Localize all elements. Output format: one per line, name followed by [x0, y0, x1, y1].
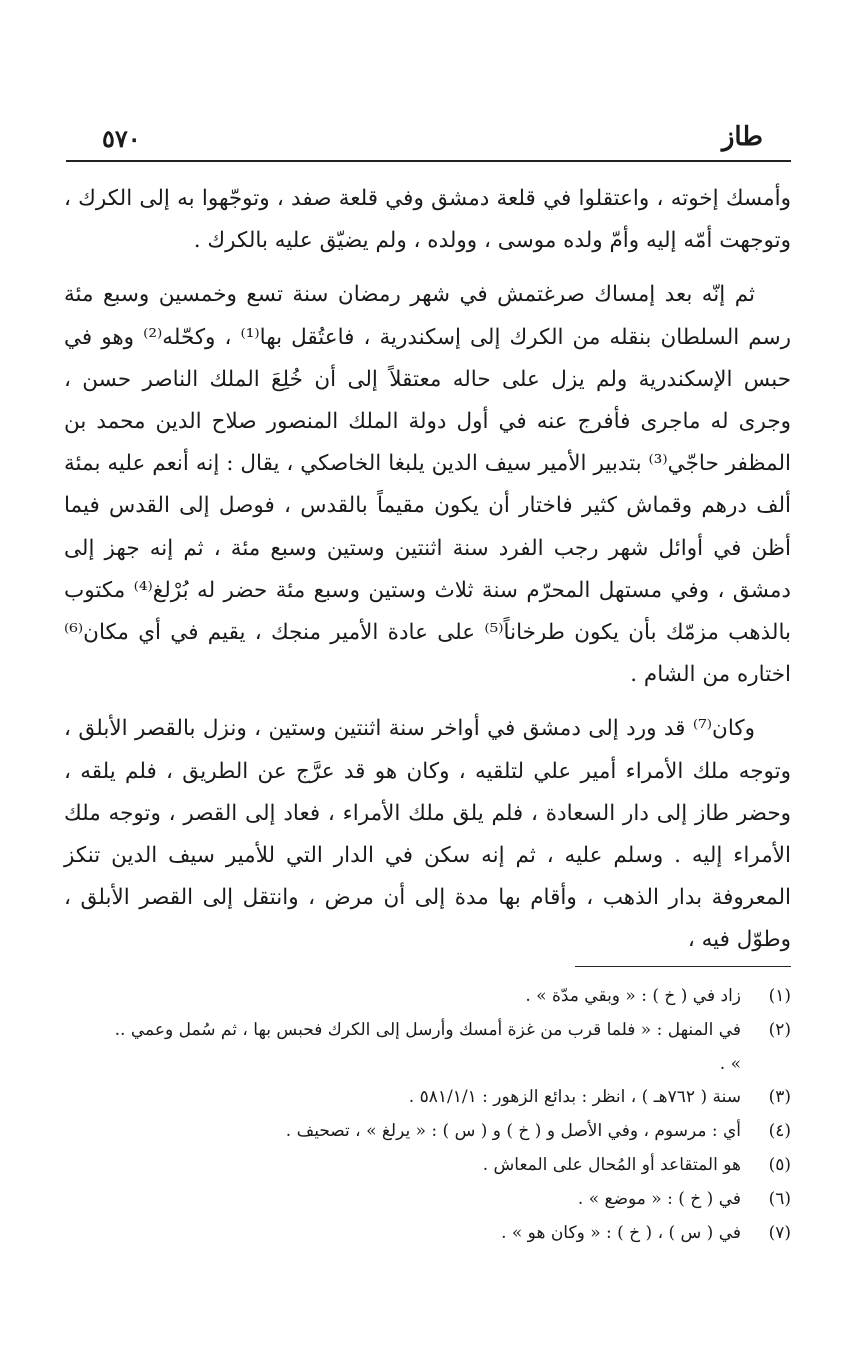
footnote	[100, 1149, 791, 1183]
footnote-number: (٢)	[768, 1019, 791, 1040]
footnote-number: (٥)	[768, 1154, 791, 1175]
footnote-text: أي : مرسوم ، وفي الأصل و ( خ ) و ( س ) : « يرلغ » ، تصحيف .	[285, 1121, 741, 1142]
footnote-number: (٦)	[768, 1188, 791, 1209]
footnote-number: (٤)	[768, 1121, 791, 1142]
page-number: ٥٧٠	[102, 124, 141, 153]
footnote	[100, 1014, 791, 1082]
footnote	[100, 1183, 791, 1217]
footnote	[100, 1081, 791, 1115]
main-text	[64, 178, 791, 962]
footnote-divider	[575, 966, 791, 967]
footnote-text: في ( س ) ، ( خ ) : « وكان هو » .	[501, 1222, 741, 1243]
footnote	[100, 1217, 791, 1251]
footnote-text: سنة ( ٧٦٢هـ ) ، انظر : بدائع الزهور : ٥٨١/١/١ .	[408, 1087, 741, 1108]
paragraph: وأمسك إخوته ، واعتقلوا في قلعة دمشق وفي قلعة صفد ، وتوجّهوا به إلى الكرك ، وتوجهت أمّه إليه وأمّ ولده موسى ، وولده ، ولم يضيّق عليه بالكرك .	[64, 186, 791, 254]
footnote-text: في ( خ ) : « موضع » .	[577, 1188, 741, 1209]
footnotes	[100, 980, 791, 1250]
footnote-text: هو المتقاعد أو المُحال على المعاش .	[482, 1154, 741, 1175]
header-divider	[66, 160, 791, 162]
footnote-number: (٣)	[768, 1087, 791, 1108]
paragraph: ثم إنّه بعد إمساك صرغتمش في شهر رمضان سنة تسع وخمسين وسبع مئة رسم السلطان بنقله من الكرك إلى إسكندرية ، فاعتُقل بها⁽¹⁾ ، وكحّله⁽²⁾ وهو في حبس الإسكندرية ولم يزل على حاله معتقلاً إلى أن خُلِعَ الملك الناصر حسن ، وجرى له ماجرى فأفرج عنه في أول دولة الملك المنصور صلاح الدين محمد بن المظفر حاجّي⁽³⁾ بتدبير الأمير سيف الدين يلبغا الخاصكي ، يقال : إنه أنعم عليه بمئة ألف درهم وقماش كثير فاختار أن يكون مقيماً بالقدس ، فوصل إلى القدس فيما أظن في أوائل شهر رجب الفرد سنة اثنتين وستين وسبع مئة ، ثم إنه جهز إلى دمشق ، وفي مستهل المحرّم سنة ثلاث وستين وسبع مئة حضر له بُرْلغ⁽⁴⁾ مكتوب بالذهب مزمّك بأن يكون طرخاناً⁽⁵⁾ على عادة الأمير منجك ، يقيم في أي مكان⁽⁶⁾ اختاره من الشام .	[64, 282, 792, 688]
footnote-text: في المنهل : « فلما قرب من غزة أمسك وأرسل إلى الكرك فحبس بها ، ثم سُمل وعمي .. » .	[114, 1019, 741, 1074]
footnote	[100, 1115, 791, 1149]
footnote-number: (١)	[768, 986, 791, 1006]
section-title: طاز	[721, 122, 763, 152]
page-header	[66, 118, 791, 162]
footnote-text: زاد في ( خ ) : « وبقي مدّة » .	[525, 986, 741, 1006]
footnote-number: (٧)	[768, 1222, 791, 1243]
paragraph: وكان⁽⁷⁾ قد ورد إلى دمشق في أواخر سنة اثنتين وستين ، ونزل بالقصر الأبلق ، وتوجه ملك الأمراء أمير علي لتلقيه ، وكان هو قد عرَّج عن الطريق ، فلم يلقه ، وحضر طاز إلى دار السعادة ، فلم يلق ملك الأمراء ، فعاد إلى القصر ، وتوجه ملك الأمراء إليه . وسلم عليه ، ثم إنه سكن في الدار التي للأمير سيف الدين تنكز المعروفة بدار الذهب ، وأقام بها مدة إلى أن مرض ، وانتقل إلى القصر الأبلق ، وطوّل فيه ،	[64, 716, 791, 953]
footnote	[100, 980, 791, 1014]
